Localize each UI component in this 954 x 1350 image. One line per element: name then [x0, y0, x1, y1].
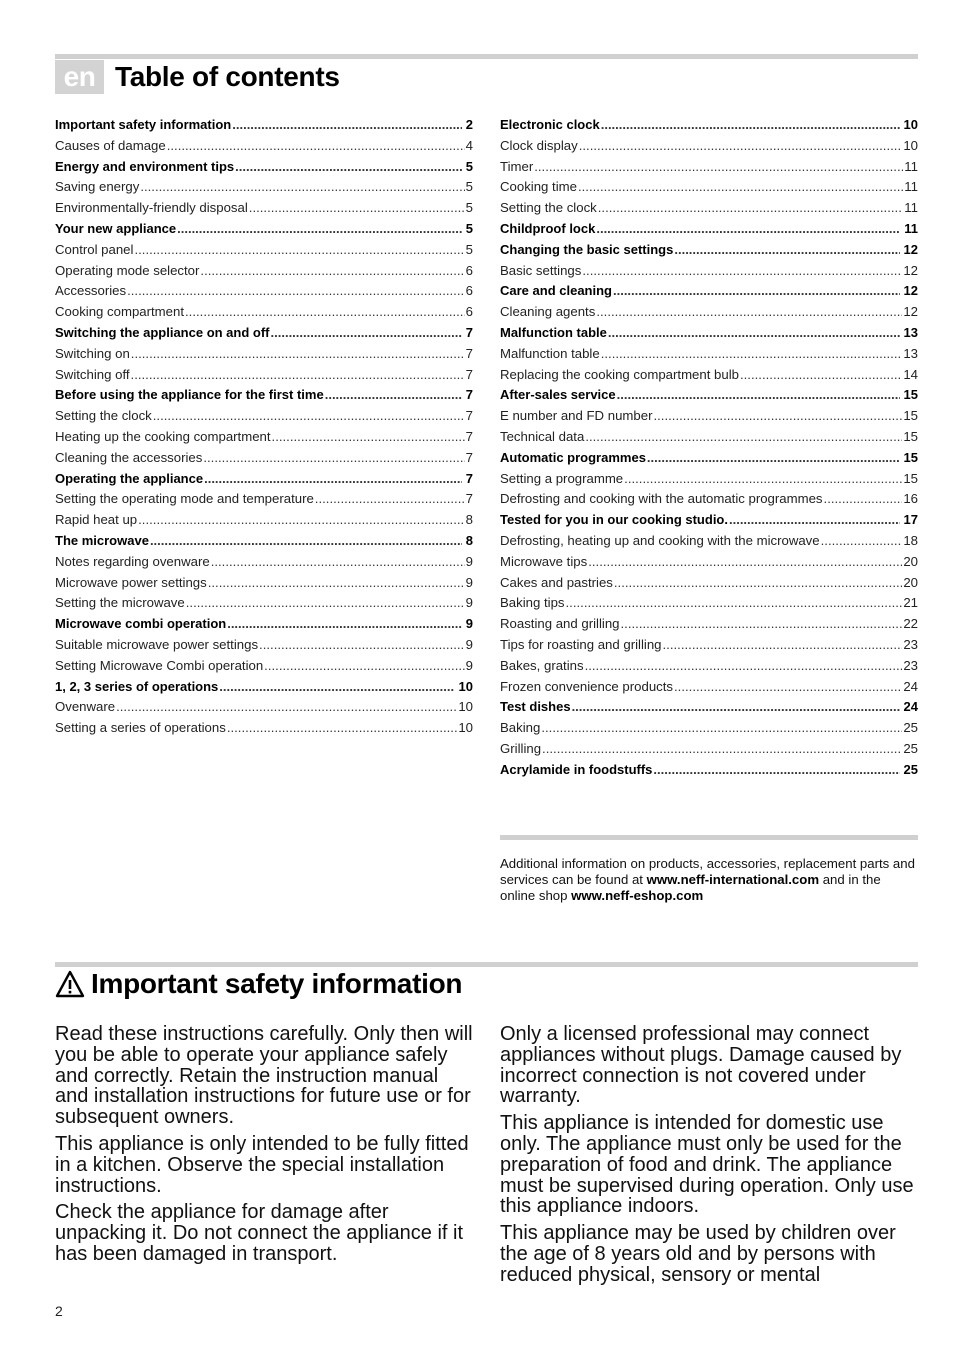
toc-leader-dots	[232, 115, 462, 136]
toc-leader-dots	[585, 656, 903, 677]
info-text-1: Additional information on products, accessories, replacement parts and services can be found at	[500, 856, 915, 887]
toc-subsection-entry[interactable]	[500, 531, 918, 552]
toc-section-entry[interactable]	[500, 323, 918, 344]
toc-entry-label: Setting Microwave Combi operation	[55, 657, 264, 673]
toc-entry-label: Test dishes	[500, 699, 571, 715]
toc-leader-dots	[315, 489, 465, 510]
toc-leader-dots	[542, 739, 902, 760]
toc-entry-label: Setting the operating mode and temperature	[55, 491, 314, 507]
toc-leader-dots	[674, 677, 902, 698]
toc-entry-page: 5	[465, 241, 473, 257]
toc-subsection-entry[interactable]	[500, 302, 918, 323]
toc-subsection-entry[interactable]	[55, 302, 473, 323]
toc-entry-page: 23	[903, 657, 918, 673]
toc-section-entry[interactable]	[500, 115, 918, 136]
toc-entry-page: 10	[458, 678, 473, 694]
toc-leader-dots	[235, 157, 462, 178]
toc-entry-page: 5	[465, 220, 473, 236]
toc-subsection-entry[interactable]	[55, 281, 473, 302]
toc-entry-page: 13	[903, 345, 918, 361]
toc-section-entry[interactable]	[55, 531, 473, 552]
toc-entry-page: 8	[465, 532, 473, 548]
toc-entry-page: 25	[903, 740, 918, 756]
info-rule	[500, 835, 918, 840]
toc-subsection-entry[interactable]	[55, 177, 473, 198]
toc-leader-dots	[729, 510, 900, 531]
toc-subsection-entry[interactable]	[55, 365, 473, 386]
top-rule	[55, 54, 918, 59]
toc-entry-label: Timer	[500, 158, 534, 174]
toc-entry-page: 11	[904, 158, 918, 174]
toc-entry-page: 10	[903, 137, 918, 153]
toc-subsection-entry[interactable]	[500, 157, 918, 178]
toc-subsection-entry[interactable]	[500, 677, 918, 698]
toc-section-entry[interactable]	[500, 510, 918, 531]
toc-entry-label: Important safety information	[55, 117, 232, 132]
toc-entry-page: 5	[465, 179, 473, 195]
toc-entry-label: Malfunction table	[500, 345, 600, 361]
toc-entry-page: 25	[903, 761, 918, 777]
toc-entry-label: Baking	[500, 720, 541, 736]
page-title: Table of contents	[115, 61, 340, 92]
toc-entry-label: Switching the appliance on and off	[55, 324, 270, 340]
toc-entry-page: 7	[465, 345, 473, 361]
toc-subsection-entry[interactable]	[500, 344, 918, 365]
safety-rule	[55, 962, 918, 967]
toc-entry-page: 9	[465, 657, 473, 673]
toc-leader-dots	[585, 427, 902, 448]
toc-entry-label: Microwave combi operation	[55, 616, 227, 632]
toc-entry-label: Operating mode selector	[55, 262, 200, 278]
toc-entry-label: Grilling	[500, 740, 542, 756]
toc-entry-page: 5	[465, 158, 473, 174]
toc-entry-label: Childproof lock	[500, 220, 596, 236]
toc-entry-label: Clock display	[500, 137, 578, 153]
toc-subsection-entry[interactable]	[500, 198, 918, 219]
toc-entry-page: 17	[903, 512, 918, 528]
toc-entry-page: 15	[903, 387, 918, 403]
toc-leader-dots	[227, 718, 458, 739]
safety-paragraph: This appliance is intended for domestic use only. The appliance must only be used for the preparation of food and drink. The appliance must be supervised during operation. Only use this appliance indoors.	[500, 1112, 914, 1218]
toc-entry-page: 9	[465, 616, 473, 632]
toc-leader-dots	[200, 261, 464, 282]
toc-leader-dots	[663, 635, 903, 656]
toc-leader-dots	[204, 469, 462, 490]
toc-entry-page: 6	[465, 304, 473, 320]
toc-leader-dots	[249, 198, 465, 219]
toc-entry-label: Automatic programmes	[500, 449, 646, 465]
toc-leader-dots	[601, 115, 900, 136]
toc-entry-page: 7	[465, 470, 473, 486]
toc-leader-dots	[613, 281, 900, 302]
toc-leader-dots	[617, 385, 900, 406]
toc-leader-dots	[566, 593, 903, 614]
toc-leader-dots	[211, 552, 465, 573]
toc-leader-dots	[208, 573, 465, 594]
toc-leader-dots	[541, 718, 902, 739]
toc-entry-label: Cakes and pastries	[500, 574, 613, 590]
toc-leader-dots	[596, 219, 900, 240]
toc-entry-label: Roasting and grilling	[500, 616, 620, 632]
toc-section-entry[interactable]	[55, 469, 473, 490]
toc-section-entry[interactable]	[500, 240, 918, 261]
toc-entry-label: Rapid heat up	[55, 512, 138, 528]
toc-entry-label: Cooking time	[500, 179, 577, 195]
toc-entry-label: Cooking compartment	[55, 304, 185, 320]
toc-entry-label: Environmentally-friendly disposal	[55, 200, 248, 216]
page-number: 2	[55, 1303, 63, 1319]
toc-entry-label: Tips for roasting and grilling	[500, 636, 662, 652]
toc-leader-dots	[674, 240, 899, 261]
info-text-2: and in the online shop	[500, 872, 881, 903]
toc-entry-label: The microwave	[55, 532, 149, 548]
toc-subsection-entry[interactable]	[500, 489, 918, 510]
toc-leader-dots	[271, 323, 462, 344]
toc-leader-dots	[821, 531, 903, 552]
toc-entry-page: 5	[465, 200, 473, 216]
toc-subsection-entry[interactable]	[500, 406, 918, 427]
toc-leader-dots	[582, 261, 902, 282]
toc-subsection-entry[interactable]	[500, 656, 918, 677]
toc-leader-dots	[264, 656, 464, 677]
toc-leader-dots	[140, 177, 464, 198]
toc-section-entry[interactable]	[500, 760, 918, 781]
toc-leader-dots	[579, 136, 903, 157]
toc-entry-label: Setting the microwave	[55, 595, 185, 611]
toc-entry-page: 20	[903, 553, 918, 569]
toc-section-entry[interactable]	[55, 323, 473, 344]
toc-entry-page: 7	[465, 491, 473, 507]
toc-subsection-entry[interactable]	[55, 635, 473, 656]
toc-entry-label: Technical data	[500, 428, 585, 444]
toc-subsection-entry[interactable]	[55, 240, 473, 261]
toc-subsection-entry[interactable]	[55, 406, 473, 427]
toc-entry-page: 14	[903, 366, 918, 382]
toc-entry-page: 7	[465, 366, 473, 382]
toc-subsection-entry[interactable]	[500, 635, 918, 656]
toc-leader-dots	[259, 635, 465, 656]
toc-section-entry[interactable]	[55, 677, 473, 698]
toc-leader-dots	[134, 240, 464, 261]
safety-paragraph: Only a licensed professional may connect appliances without plugs. Damage caused by incorrect connection is not covered under warranty.	[500, 1023, 902, 1108]
toc-entry-page: 8	[465, 512, 473, 528]
toc-entry-page: 25	[903, 720, 918, 736]
toc-subsection-entry[interactable]	[55, 198, 473, 219]
toc-entry-label: Replacing the cooking compartment bulb	[500, 366, 739, 382]
toc-entry-label: Electronic clock	[500, 117, 600, 132]
safety-title: Important safety information	[91, 968, 463, 999]
toc-entry-page: 6	[465, 283, 473, 299]
toc-subsection-entry[interactable]	[55, 656, 473, 677]
toc-section-entry[interactable]	[55, 157, 473, 178]
safety-paragraph: This appliance may be used by children over the age of 8 years old and by persons with reduced physical, sensory or mental	[500, 1222, 896, 1286]
toc-leader-dots	[325, 385, 462, 406]
toc-entry-label: Control panel	[55, 241, 134, 257]
toc-entry-page: 22	[903, 616, 918, 632]
toc-leader-dots	[653, 760, 899, 781]
toc-right-column	[500, 115, 918, 781]
toc-entry-label: Switching off	[55, 366, 130, 382]
toc-section-entry[interactable]	[55, 385, 473, 406]
toc-entry-page: 21	[903, 595, 918, 611]
toc-section-entry[interactable]	[500, 281, 918, 302]
toc-leader-dots	[608, 323, 900, 344]
toc-leader-dots	[601, 344, 903, 365]
additional-info-note	[500, 856, 918, 904]
toc-entry-page: 7	[465, 428, 473, 444]
toc-entry-label: Acrylamide in foodstuffs	[500, 761, 653, 777]
toc-leader-dots	[647, 448, 900, 469]
toc-subsection-entry[interactable]	[55, 552, 473, 573]
toc-entry-page: 4	[465, 137, 473, 153]
toc-entry-page: 6	[465, 262, 473, 278]
toc-entry-page: 10	[903, 117, 918, 132]
toc-entry-label: Saving energy	[55, 179, 140, 195]
toc-entry-label: Energy and environment tips	[55, 158, 235, 174]
toc-subsection-entry[interactable]	[55, 718, 473, 739]
toc-leader-dots	[150, 531, 462, 552]
toc-leader-dots	[824, 489, 903, 510]
toc-subsection-entry[interactable]	[500, 365, 918, 386]
toc-entry-label: Operating the appliance	[55, 470, 204, 486]
toc-subsection-entry[interactable]	[55, 510, 473, 531]
toc-entry-page: 10	[458, 699, 473, 715]
toc-left-column	[55, 115, 473, 739]
toc-entry-page: 15	[903, 449, 918, 465]
toc-subsection-entry[interactable]	[500, 573, 918, 594]
toc-entry-label: Switching on	[55, 345, 130, 361]
toc-entry-label: Microwave power settings	[55, 574, 207, 590]
toc-entry-label: 1, 2, 3 series of operations	[55, 678, 219, 694]
toc-entry-page: 12	[903, 241, 918, 257]
toc-leader-dots	[203, 448, 464, 469]
toc-leader-dots	[614, 573, 902, 594]
safety-paragraph: This appliance is only intended to be fully fitted in a kitchen. Observe the special installation instructions.	[55, 1132, 469, 1197]
toc-leader-dots	[219, 677, 454, 698]
toc-subsection-entry[interactable]	[500, 593, 918, 614]
toc-entry-page: 20	[903, 574, 918, 590]
toc-entry-label: Baking tips	[500, 595, 565, 611]
toc-subsection-entry[interactable]	[55, 344, 473, 365]
toc-subsection-entry[interactable]	[55, 489, 473, 510]
toc-entry-label: E number and FD number	[500, 408, 653, 424]
toc-entry-page: 24	[903, 678, 918, 694]
toc-entry-page: 7	[465, 449, 473, 465]
toc-entry-label: Basic settings	[500, 262, 582, 278]
toc-leader-dots	[167, 136, 465, 157]
toc-entry-page: 12	[903, 304, 918, 320]
toc-leader-dots	[116, 697, 457, 718]
toc-entry-label: Setting a series of operations	[55, 720, 226, 736]
toc-entry-page: 23	[903, 636, 918, 652]
toc-leader-dots	[186, 593, 465, 614]
toc-subsection-entry[interactable]	[500, 427, 918, 448]
toc-subsection-entry[interactable]	[55, 448, 473, 469]
toc-entry-page: 11	[904, 179, 918, 195]
toc-entry-page: 15	[903, 470, 918, 486]
toc-entry-label: Setting the clock	[55, 408, 152, 424]
toc-entry-label: Frozen convenience products	[500, 678, 674, 694]
toc-leader-dots	[534, 157, 903, 178]
warning-triangle-icon	[55, 970, 85, 998]
toc-entry-page: 7	[465, 408, 473, 424]
toc-entry-page: 13	[903, 324, 918, 340]
toc-section-entry[interactable]	[55, 614, 473, 635]
toc-entry-label: Cleaning agents	[500, 304, 596, 320]
toc-subsection-entry[interactable]	[55, 136, 473, 157]
toc-entry-label: Setting the clock	[500, 200, 597, 216]
toc-entry-label: Setting a programme	[500, 470, 624, 486]
toc-subsection-entry[interactable]	[55, 261, 473, 282]
toc-entry-page: 15	[903, 408, 918, 424]
toc-entry-page: 16	[903, 491, 918, 507]
toc-leader-dots	[572, 697, 900, 718]
toc-subsection-entry[interactable]	[500, 552, 918, 573]
toc-entry-page: 12	[903, 262, 918, 278]
toc-entry-label: Changing the basic settings	[500, 241, 674, 257]
toc-subsection-entry[interactable]	[500, 718, 918, 739]
toc-entry-label: Heating up the cooking compartment	[55, 428, 271, 444]
toc-subsection-entry[interactable]	[55, 593, 473, 614]
toc-subsection-entry[interactable]	[500, 469, 918, 490]
toc-header	[55, 60, 340, 94]
toc-entry-label: Malfunction table	[500, 324, 607, 340]
toc-leader-dots	[131, 365, 465, 386]
toc-entry-label: Cleaning the accessories	[55, 449, 203, 465]
toc-subsection-entry[interactable]	[55, 697, 473, 718]
toc-entry-label: Bakes, gratins	[500, 657, 584, 673]
toc-entry-label: Causes of damage	[55, 137, 166, 153]
toc-subsection-entry[interactable]	[500, 261, 918, 282]
toc-entry-page: 9	[465, 636, 473, 652]
toc-entry-label: Suitable microwave power settings	[55, 636, 259, 652]
toc-leader-dots	[596, 302, 902, 323]
safety-right-column	[500, 1024, 920, 1292]
toc-entry-page: 24	[903, 699, 918, 715]
toc-leader-dots	[272, 427, 465, 448]
toc-entry-label: Before using the appliance for the first time	[55, 387, 324, 403]
toc-entry-label: Defrosting, heating up and cooking with the microwave	[500, 532, 820, 548]
toc-section-entry[interactable]	[55, 219, 473, 240]
toc-entry-label: Ovenware	[55, 699, 116, 715]
toc-leader-dots	[127, 281, 465, 302]
toc-leader-dots	[227, 614, 462, 635]
toc-entry-page: 7	[465, 387, 473, 403]
toc-leader-dots	[138, 510, 465, 531]
language-badge: en	[55, 60, 104, 94]
toc-leader-dots	[653, 406, 902, 427]
toc-section-entry[interactable]	[500, 697, 918, 718]
toc-entry-label: Your new appliance	[55, 220, 177, 236]
toc-leader-dots	[177, 219, 462, 240]
toc-subsection-entry[interactable]	[500, 177, 918, 198]
toc-entry-label: Notes regarding ovenware	[55, 553, 210, 569]
toc-subsection-entry[interactable]	[55, 427, 473, 448]
toc-entry-page: 15	[903, 428, 918, 444]
toc-entry-page: 18	[903, 532, 918, 548]
toc-entry-page: 2	[465, 117, 473, 132]
toc-entry-label: Care and cleaning	[500, 283, 612, 299]
neff-eshop-link[interactable]: www.neff-eshop.com	[571, 888, 704, 903]
toc-section-entry[interactable]	[500, 219, 918, 240]
toc-leader-dots	[578, 177, 903, 198]
toc-entry-page: 11	[904, 220, 918, 236]
toc-entry-page: 10	[458, 720, 473, 736]
toc-entry-page: 11	[904, 200, 918, 216]
toc-section-entry[interactable]	[55, 115, 473, 136]
toc-subsection-entry[interactable]	[500, 614, 918, 635]
toc-leader-dots	[185, 302, 465, 323]
toc-subsection-entry[interactable]	[55, 573, 473, 594]
toc-entry-label: Tested for you in our cooking studio.	[500, 512, 728, 528]
toc-leader-dots	[598, 198, 904, 219]
toc-entry-page: 9	[465, 595, 473, 611]
toc-leader-dots	[588, 552, 902, 573]
safety-paragraph: Read these instructions carefully. Only then will you be able to operate your appliance safely and correctly. Retain the instruction manual and installation instructions for future use or for subsequent owners.	[55, 1023, 473, 1129]
toc-section-entry[interactable]	[500, 448, 918, 469]
toc-leader-dots	[740, 365, 902, 386]
toc-entry-label: After-sales service	[500, 387, 616, 403]
safety-paragraph: Check the appliance for damage after unpacking it. Do not connect the appliance if it has been damaged in transport.	[55, 1201, 464, 1265]
toc-leader-dots	[624, 469, 902, 490]
safety-left-column	[55, 1024, 475, 1271]
toc-entry-label: Defrosting and cooking with the automatic programmes	[500, 491, 823, 507]
toc-leader-dots	[621, 614, 903, 635]
neff-international-link[interactable]: www.neff-international.com	[646, 872, 820, 887]
toc-entry-label: Accessories	[55, 283, 127, 299]
toc-section-entry[interactable]	[500, 385, 918, 406]
toc-entry-page: 9	[465, 553, 473, 569]
toc-leader-dots	[131, 344, 465, 365]
toc-subsection-entry[interactable]	[500, 136, 918, 157]
toc-entry-page: 9	[465, 574, 473, 590]
safety-header	[55, 968, 462, 1000]
toc-entry-page: 7	[465, 324, 473, 340]
toc-subsection-entry[interactable]	[500, 739, 918, 760]
toc-entry-page: 12	[903, 283, 918, 299]
toc-leader-dots	[153, 406, 465, 427]
toc-entry-label: Microwave tips	[500, 553, 588, 569]
